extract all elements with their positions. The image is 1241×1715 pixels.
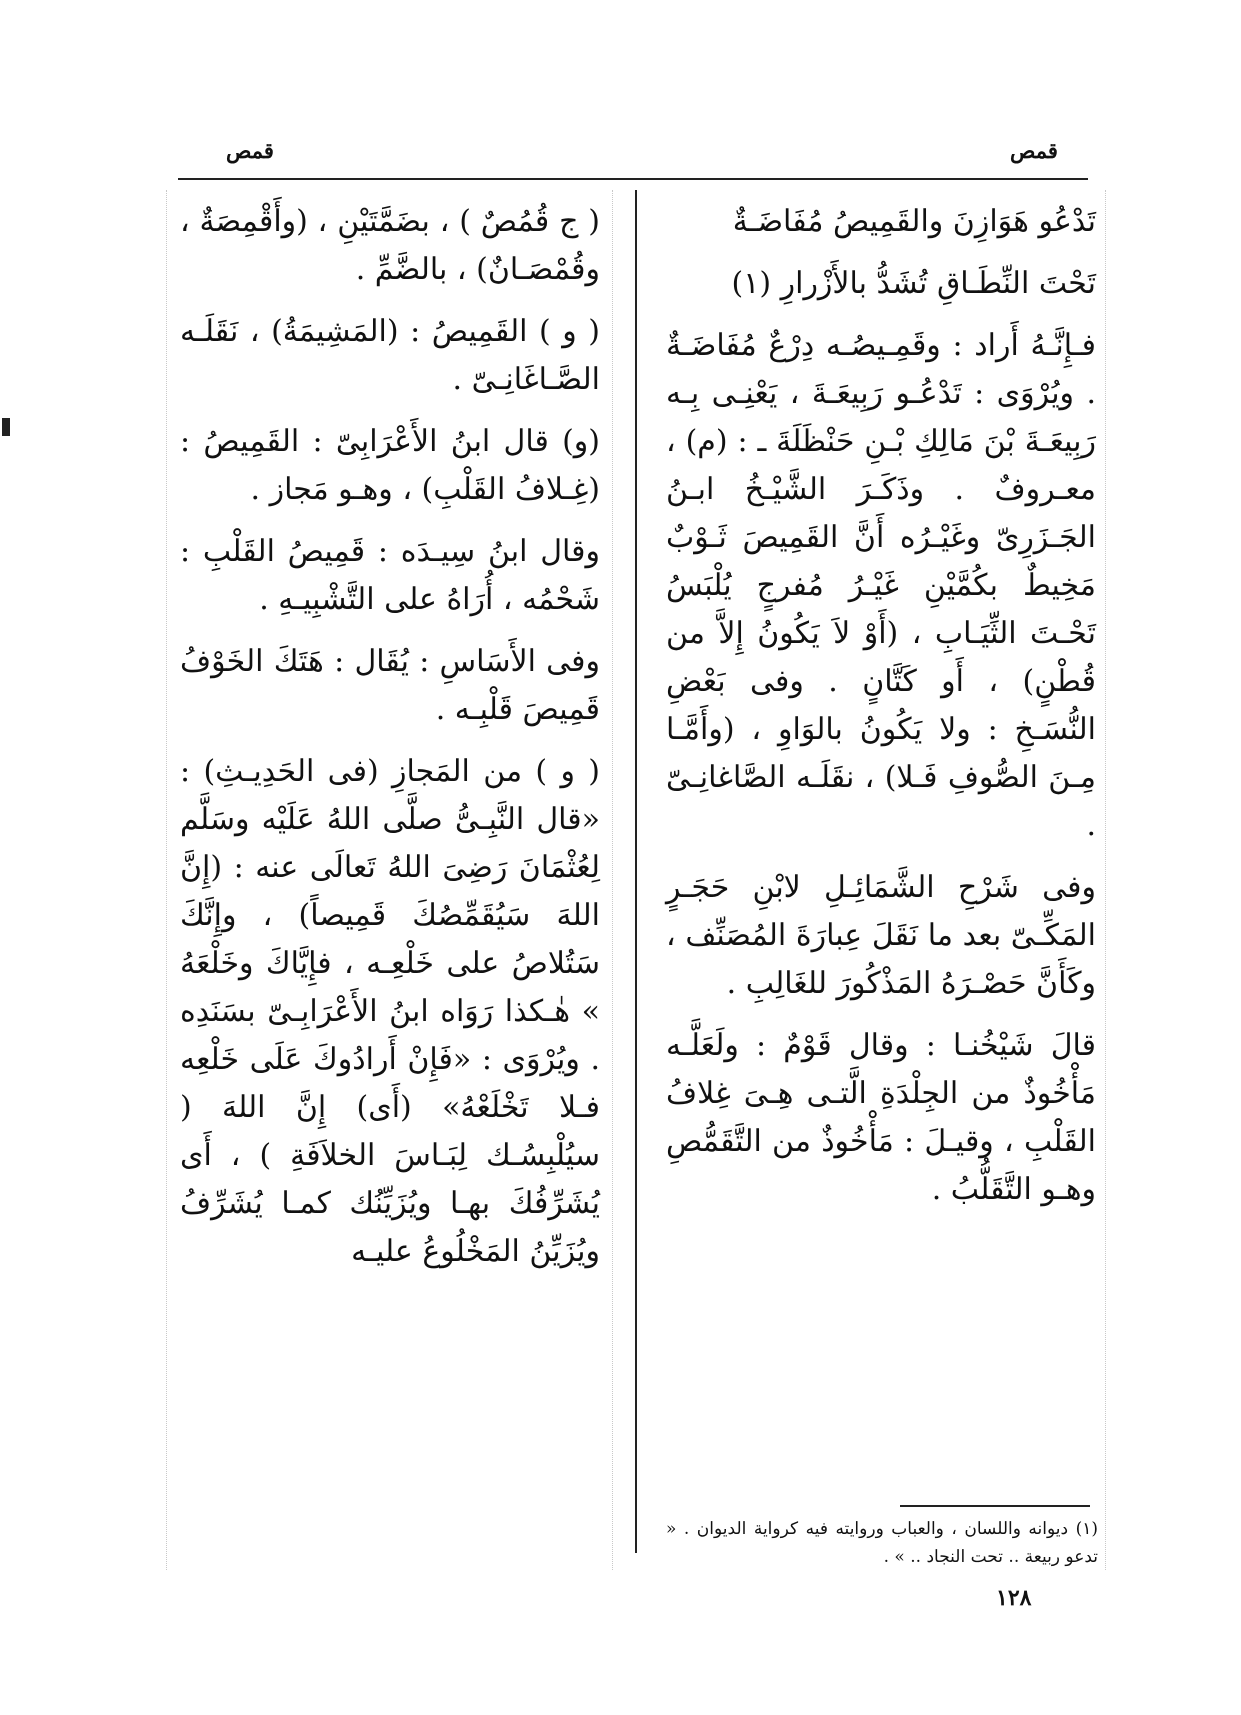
header-rule: [178, 178, 1088, 180]
verse-line: تَحْتَ النِّطَـاقِ تُشَدُّ بالأَزْرارِ (١): [731, 266, 1096, 301]
paragraph: قالَ شَيْخُنـا : وقال قَوْمٌ : ولَعَلَّـه مَأْخُوذٌ من الجِلْدَةِ الَّتـى هِـىَ غِلافُ القَلْبِ ، وقيـلَ : مَأْخُوذٌ من التَّقَمُّصِ وهـو التَّقَلُّبُ .: [666, 1028, 1096, 1207]
paragraph: وفى شَرْحِ الشَّمَائِـلِ لابْنِ حَجَـرٍ المَكِّـىّ بعد ما نَقَلَ عِبارَةَ المُصَنِّف ، وكَأَنَّ حَصْـرَهُ المَذْكُورَ للغَالِبِ .: [666, 870, 1096, 1001]
paragraph: وفى الأَسَاسِ : يُقَال : هَتَكَ الخَوْفُ قَمِيصَ قَلْبِـه .: [180, 644, 600, 727]
scan-guide-line: [1105, 190, 1106, 1570]
paragraph: ( و ) من المَجازِ (فى الحَدِيـثِ) : «قال النَّبِـىُّ صلَّى اللهُ عَلَيْه وسَلَّم لِعُثْمَانَ رَضِىَ اللهُ تَعالَى عنه : (إِنَّ اللهَ سَيُقَمِّصُكَ قَمِيصاً) ، وإِنَّكَ سَتُلاصُ على خَلْعِـه ، فإِيَّاكَ وخَلْعَهُ » هٰـكذا رَوَاه ابنُ الأَعْرَابِـىّ بسَنَدِه . ويُرْوَى : «فَإِنْ أَرادُوكَ عَلَى خَلْعِه فـلا تَخْلَعْهُ» (أَى) إِنَّ اللهَ ( سيُلْبِسُـك لِبَـاسَ الخلاَفَةِ ) ، أَى يُشَرِّفُكَ بهـا ويُزَيِّنُك كمـا يُشَرِّفُ ويُزَيِّنُ المَخْلُوعُ عليـه: [180, 754, 600, 1269]
paragraph: (و) قال ابنُ الأَعْرَابِىّ : القَمِيصُ : (غِـلافُ القَلْبِ) ، وهـو مَجاز .: [180, 424, 600, 507]
paragraph: فـإِنَّـهُ أَراد : وقَمِـيصُـه دِرْعٌ مُفَاضَـةٌ . ويُرْوَى : تَدْعُـو رَبِيعَـةَ ، يَعْنِـى بِـه رَبِيعَـةَ بْنَ مَالِكِ بْـنِ حَنْظَلَةَ ـ : (م) ، معـروفٌ . وذَكَـرَ الشَّيْـخُ ابـنُ الجَـزَرِىّ وغَيْـرُه أَنَّ القَمِيصَ ثَـوْبٌ مَخِيطٌ بكُمَّيْنِ غَيْـرُ مُفرجٍ يُلْبَسُ تَحْـتَ الثِّيَـابِ ، (أَوْ لاَ يَكُونُ إِلاَّ من قُطْنٍ) ، أَو كَتَّانٍ . وفى بَعْضِ النُّسَـخِ : ولا يَكُونُ بالوَاوِ ، (وأَمَّـا مِـنَ الصُّوفِ فَـلا) ، نقَلَـه الصَّاغانِـىّ .: [666, 328, 1096, 843]
running-header-right: قمص: [1010, 138, 1058, 163]
margin-mark: [2, 418, 10, 436]
left-column: [180, 198, 600, 1290]
paragraph: ( ج قُمُصٌ ) ، بضَمَّتَيْنِ ، (وأَقْمِصَةٌ ، وقُمْصَـانٌ) ، بالضَّمِّ .: [180, 204, 600, 287]
verse-line: تَدْعُو هَوَازِنَ والقَمِيصُ مُفَاضَـةٌ: [732, 204, 1096, 239]
scan-guide-line: [612, 190, 613, 1570]
footnote: (١) ديوانه واللسان ، والعباب وروايته فيه كرواية الديوان . « تدعو ربيعة .. تحت النجاد .. » .: [666, 1519, 1098, 1567]
footnote-rule: [900, 1505, 1090, 1507]
paragraph: وقال ابنُ سِيـدَه : قَمِيصُ القَلْبِ : شَحْمُه ، أُرَاهُ على التَّشْبِيـهِ .: [180, 534, 600, 617]
page-number: ١٢٨: [996, 1585, 1032, 1611]
column-divider: [635, 190, 637, 1553]
paragraph: ( و ) القَمِيصُ : (المَشِيمَةُ) ، نَقَلَـه الصَّـاغَانِـىّ .: [180, 314, 600, 397]
right-column: [666, 198, 1096, 1228]
running-header-left: قمص: [226, 138, 274, 163]
scan-guide-line: [166, 190, 167, 1570]
